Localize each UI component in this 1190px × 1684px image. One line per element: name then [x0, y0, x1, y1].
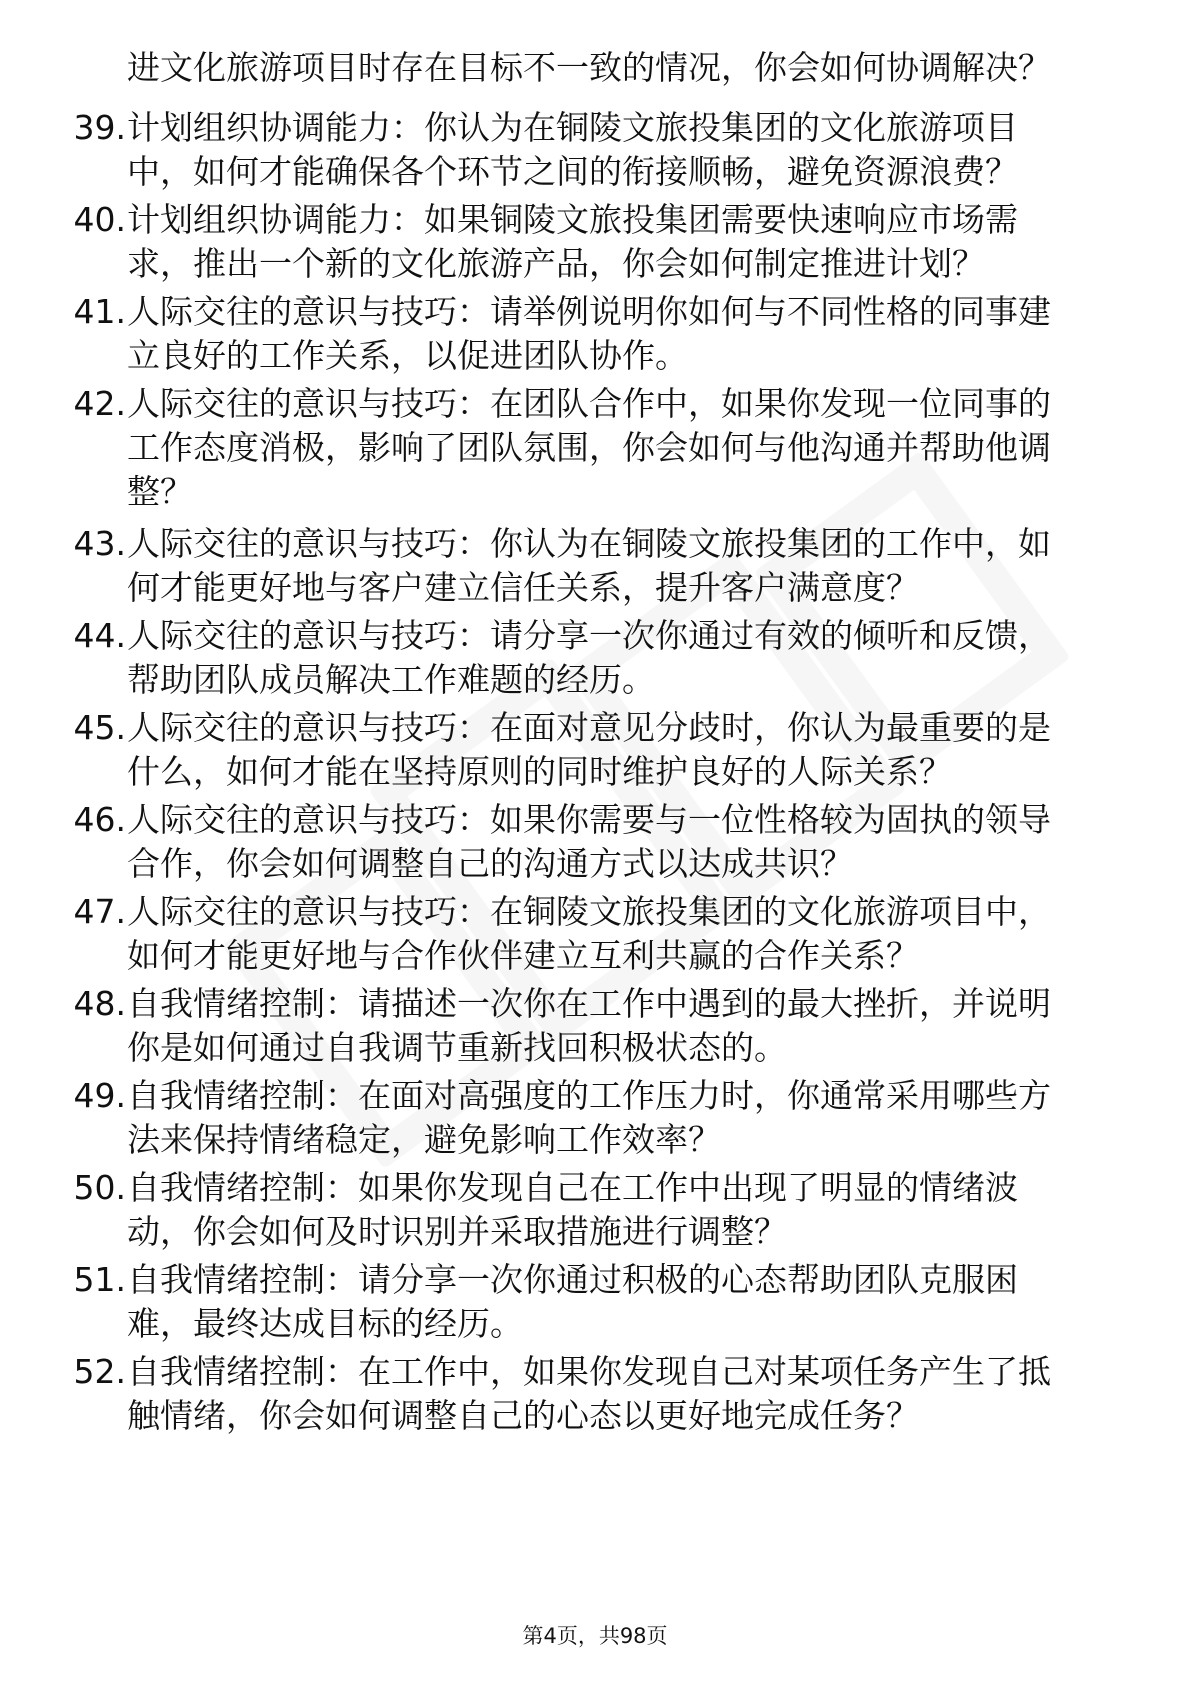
page-footer: 第4页，共98页: [522, 1624, 668, 1648]
item-text: 自我情绪控制：在面对高强度的工作压力时，你通常采用哪些方 法来保持情绪稳定，避免影响工作效率？: [127, 1076, 1051, 1159]
item-number: 43.: [73, 524, 126, 563]
item-text: 人际交往的意识与技巧：如果你需要与一位性格较为固执的领导 合作，你会如何调整自己的沟通方式以达成共识？: [127, 800, 1051, 883]
item-text: 人际交往的意识与技巧：你认为在铜陵文旅投集团的工作中，如 何才能更好地与客户建立信任关系，提升客户满意度？: [127, 524, 1051, 607]
item-text: 人际交往的意识与技巧：请分享一次你通过有效的倾听和反馈， 帮助团队成员解决工作难题的经历。: [127, 616, 1051, 699]
item-text: 计划组织协调能力：你认为在铜陵文旅投集团的文化旅游项目 中，如何才能确保各个环节之间的衔接顺畅，避免资源浪费？: [127, 108, 1018, 191]
item-number: 49.: [73, 1076, 126, 1115]
item-number: 39.: [73, 108, 126, 147]
item-number: 44.: [73, 616, 126, 655]
item-number: 47.: [73, 892, 126, 931]
item-text: 自我情绪控制：如果你发现自己在工作中出现了明显的情绪波 动，你会如何及时识别并采取措施进行调整？: [127, 1168, 1018, 1251]
item-text: 人际交往的意识与技巧：在团队合作中，如果你发现一位同事的 工作态度消极，影响了团队氛围，你会如何与他沟通并帮助他调 整？: [127, 384, 1051, 511]
item-text: 人际交往的意识与技巧：在铜陵文旅投集团的文化旅游项目中， 如何才能更好地与合作伙伴建立互利共赢的合作关系？: [127, 892, 1051, 975]
continuation-text: 进文化旅游项目时存在目标不一致的情况，你会如何协调解决？: [127, 48, 1051, 87]
item-number: 50.: [73, 1168, 126, 1207]
item-number: 46.: [73, 800, 126, 839]
item-text: 自我情绪控制：在工作中，如果你发现自己对某项任务产生了抵 触情绪，你会如何调整自己的心态以更好地完成任务？: [127, 1352, 1051, 1435]
item-number: 40.: [73, 200, 126, 239]
item-number: 42.: [73, 384, 126, 423]
item-number: 48.: [73, 984, 126, 1023]
item-text: 人际交往的意识与技巧：在面对意见分歧时，你认为最重要的是 什么，如何才能在坚持原则的同时维护良好的人际关系？: [127, 708, 1051, 791]
item-text: 计划组织协调能力：如果铜陵文旅投集团需要快速响应市场需 求，推出一个新的文化旅游产品，你会如何制定推进计划？: [127, 200, 1018, 283]
item-number: 51.: [73, 1260, 126, 1299]
item-number: 52.: [73, 1352, 126, 1391]
item-text: 自我情绪控制：请描述一次你在工作中遇到的最大挫折，并说明 你是如何通过自我调节重新找回积极状态的。: [127, 984, 1051, 1067]
item-text: 人际交往的意识与技巧：请举例说明你如何与不同性格的同事建 立良好的工作关系，以促进团队协作。: [127, 292, 1051, 375]
item-number: 45.: [73, 708, 126, 747]
item-text: 自我情绪控制：请分享一次你通过积极的心态帮助团队克服困 难，最终达成目标的经历。: [127, 1260, 1018, 1343]
item-number: 41.: [73, 292, 126, 331]
